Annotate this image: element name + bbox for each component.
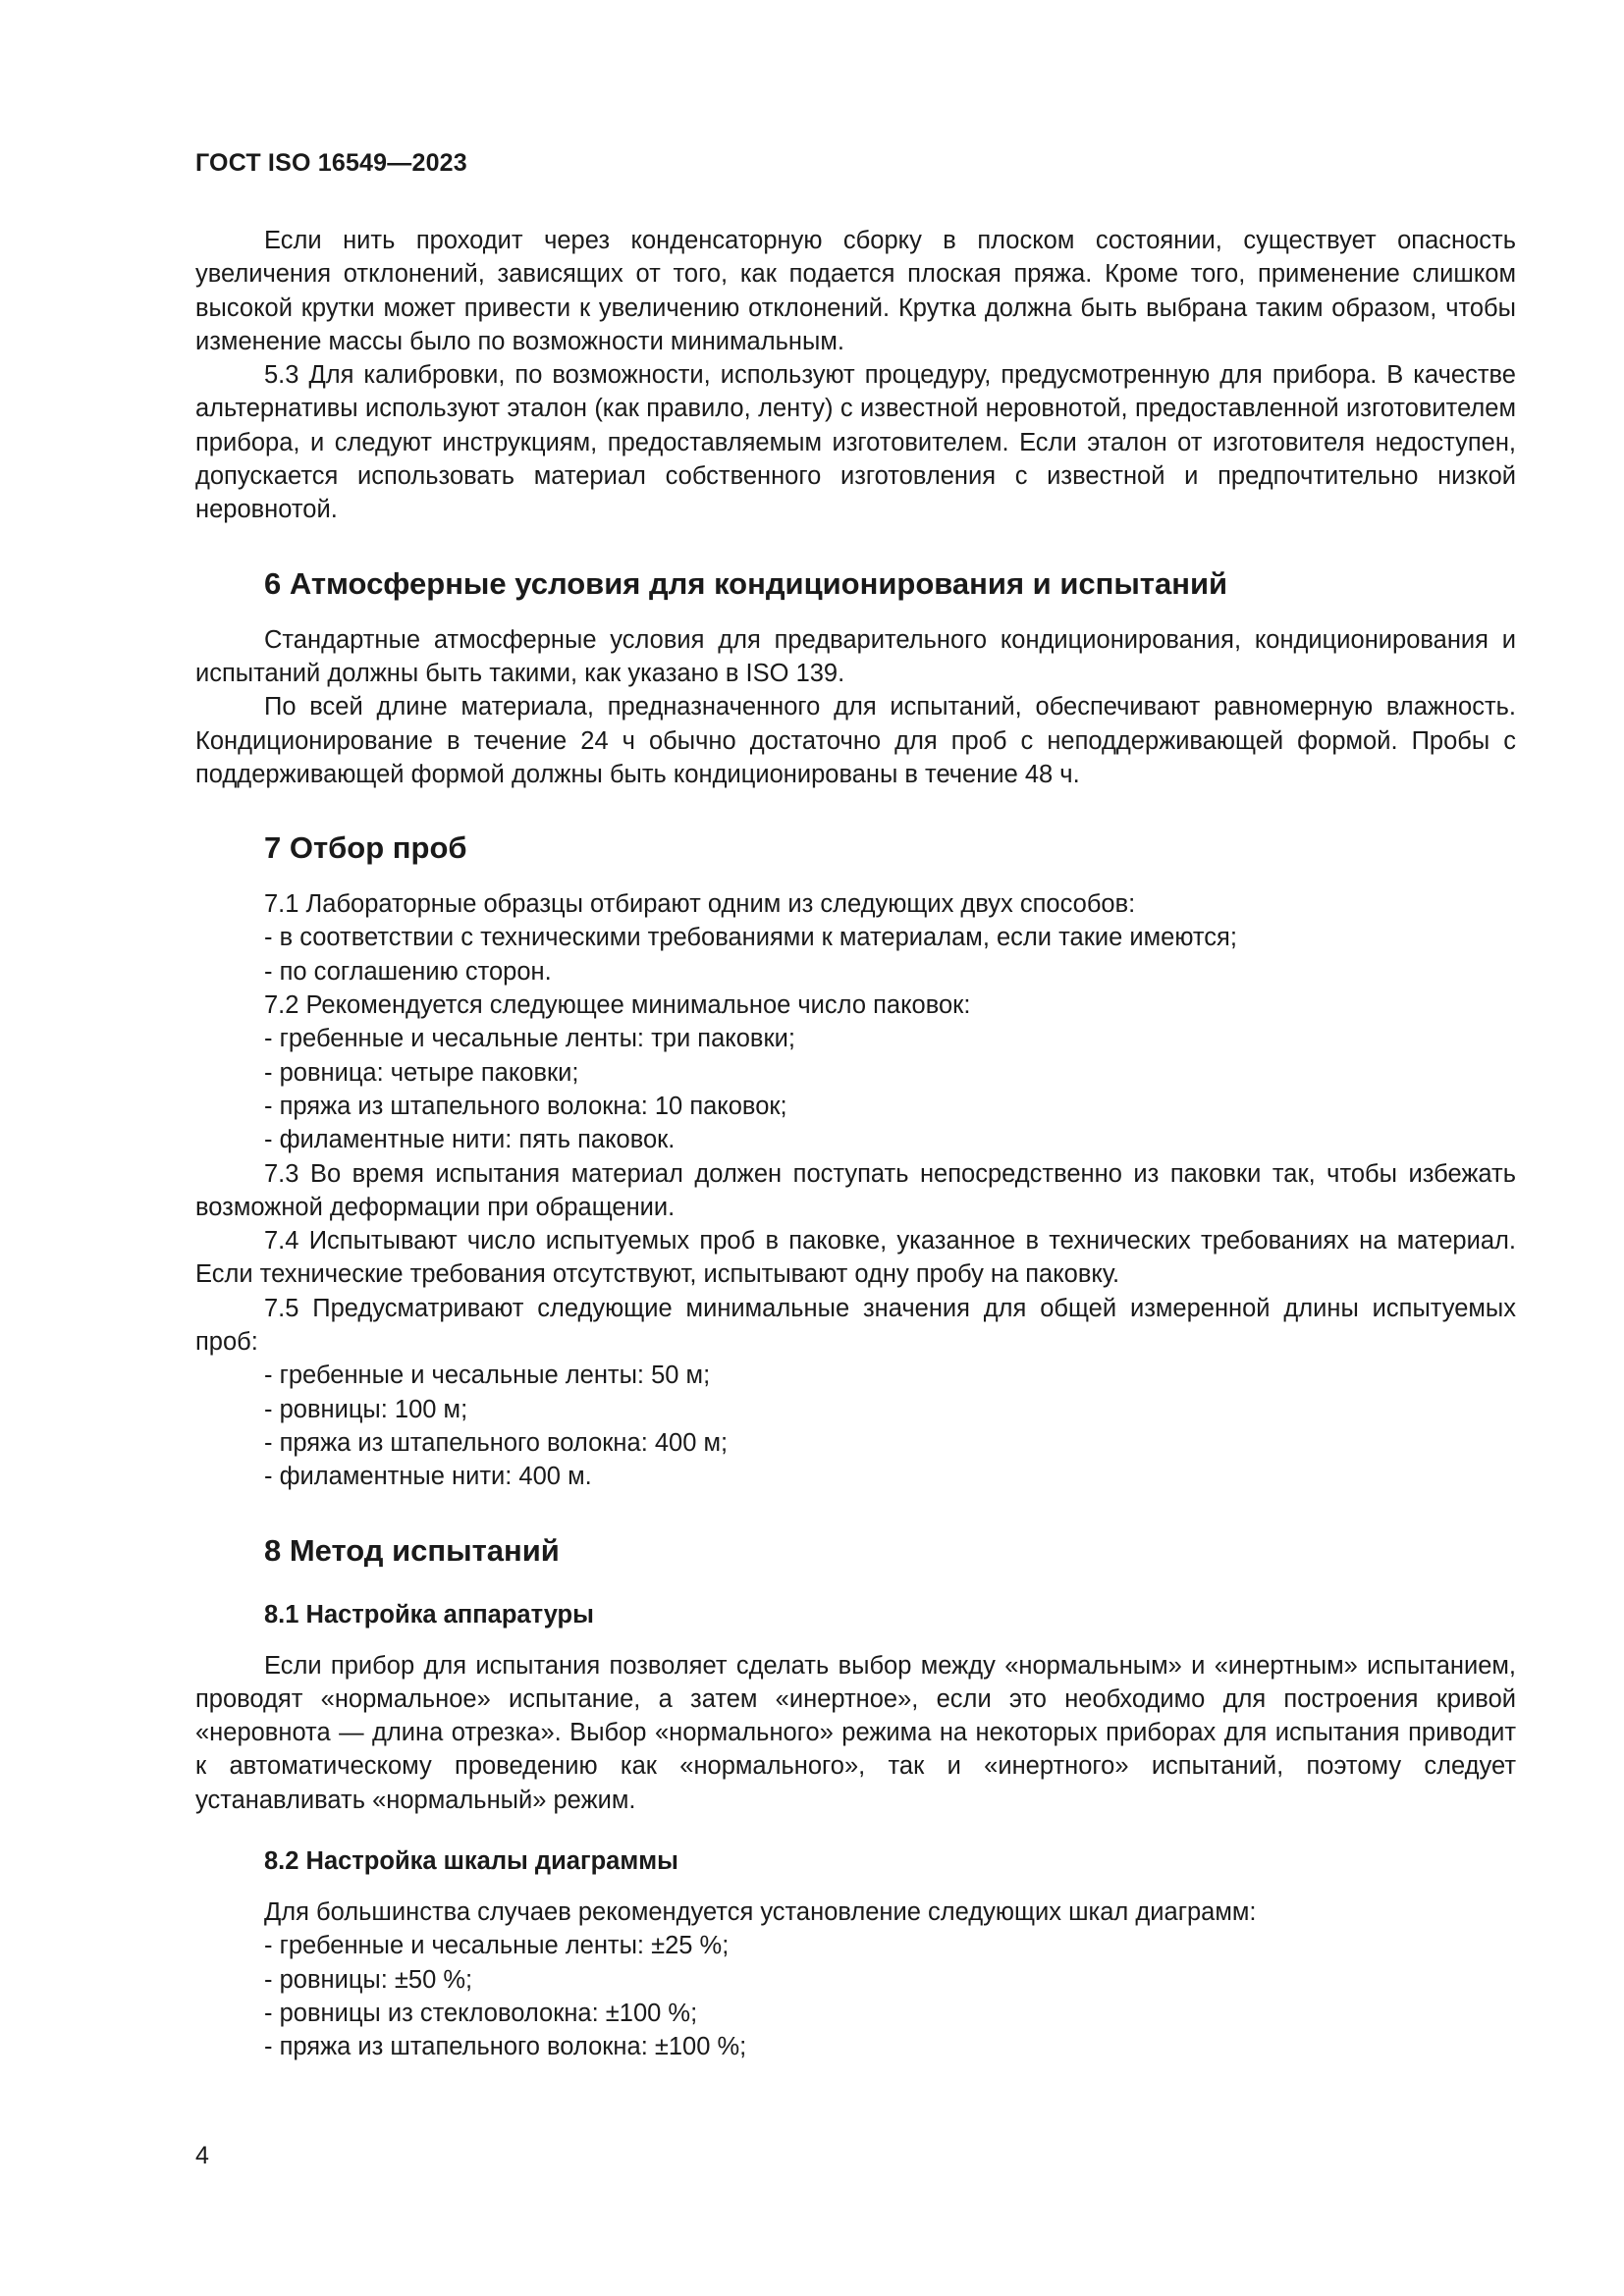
section-8-title: 8 Метод испытаний xyxy=(264,1532,560,1568)
section-7-title: 7 Отбор проб xyxy=(264,830,467,866)
paragraph-intro-1: Если нить проходит через конденсаторную сборку в плоском состоянии, существует опасность увеличения отклонений, зависящих от того, как подается плоская пряжа. Кроме того, применение слишком высокой крутки может привести к увеличению отклонений. Крутка должна быть выбрана таким образом, чтобы изменение массы было по возможности минимальным. xyxy=(195,227,1516,355)
list-item: - ровницы: ±50 %; xyxy=(264,1965,473,1994)
paragraph-8-2: Для большинства случаев рекомендуется установление следующих шкал диаграмм: xyxy=(264,1897,1257,1926)
paragraph-6-2: По всей длине материала, предназначенного для испытаний, обеспечивают равномерную влажность. Кондиционирование в течение 24 ч обычно достаточно для проб с неподдерживающей формой. Пробы с поддерживающей формой должны быть кондиционированы в течение 48 ч. xyxy=(195,693,1516,788)
paragraph-7-4: 7.4 Испытывают число испытуемых проб в паковке, указанное в технических требованиях на материал. Если технические требования отсутствуют, испытывают одну пробу на паковку. xyxy=(195,1227,1516,1289)
list-item: - в соответствии с техническими требованиями к материалам, если такие имеются; xyxy=(264,924,1237,952)
list-item: - гребенные и чесальные ленты: ±25 %; xyxy=(264,1932,730,1960)
paragraph-6-1: Стандартные атмосферные условия для предварительного кондиционирования, кондиционирования и испытаний должны быть такими, как указано в ISO 139. xyxy=(195,625,1516,687)
paragraph-7-5: 7.5 Предусматривают следующие минимальные значения для общей измеренной длины испытуемых проб: xyxy=(195,1294,1516,1357)
subsection-8-2-title: 8.2 Настройка шкалы диаграммы xyxy=(264,1846,678,1875)
list-item: - по соглашению сторон. xyxy=(264,957,552,986)
subsection-8-1-title: 8.1 Настройка аппаратуры xyxy=(264,1600,594,1629)
list-item: - пряжа из штапельного волокна: ±100 %; xyxy=(264,2033,747,2061)
section-6-title: 6 Атмосферные условия для кондиционирования и испытаний xyxy=(264,565,1228,601)
list-item: - филаментные нити: 400 м. xyxy=(264,1463,592,1491)
paragraph-7-1: 7.1 Лабораторные образцы отбирают одним из следующих двух способов: xyxy=(264,890,1136,919)
paragraph-7-3: 7.3 Во время испытания материал должен поступать непосредственно из паковки так, чтобы избежать возможной деформации при обращении. xyxy=(195,1159,1516,1221)
list-item: - гребенные и чесальные ленты: 50 м; xyxy=(264,1362,711,1390)
document-header: ГОСТ ISO 16549—2023 xyxy=(195,149,467,177)
list-item: - гребенные и чесальные ленты: три паковки; xyxy=(264,1025,795,1053)
list-item: - ровница: четыре паковки; xyxy=(264,1058,579,1087)
document-body xyxy=(195,224,1516,2063)
paragraph-5-3: 5.3 Для калибровки, по возможности, используют процедуру, предусмотренную для прибора. В качестве альтернативы используют эталон (как правило, ленту) с известной неровнотой, предоставленной изготовителем прибора, и следуют инструкциям, предоставляемым изготовителем. Если эталон от изготовителя недоступен, допускается использовать материал собственного изготовления с известной и предпочтительно низкой неровнотой. xyxy=(195,361,1516,524)
list-item: - пряжа из штапельного волокна: 400 м; xyxy=(264,1428,729,1457)
list-item: - ровницы из стекловолокна: ±100 %; xyxy=(264,1999,698,2027)
list-item: - пряжа из штапельного волокна: 10 паковок; xyxy=(264,1092,787,1120)
list-item: - филаментные нити: пять паковок. xyxy=(264,1126,676,1154)
page-number: 4 xyxy=(195,2142,209,2169)
paragraph-8-1: Если прибор для испытания позволяет сделать выбор между «нормальным» и «инертным» испытанием, проводят «нормальное» испытание, а затем «инертное», если это необходимо для построения кривой «неровнота — длина отрезка». Выбор «нормального» режима на некоторых приборах для испытания приводит к автоматическому проведению как «нормального», так и «инертного» испытаний, поэтому следует устанавливать «нормальный» режим. xyxy=(195,1651,1516,1814)
paragraph-7-2: 7.2 Рекомендуется следующее минимальное число паковок: xyxy=(264,991,971,1020)
list-item: - ровницы: 100 м; xyxy=(264,1395,468,1423)
